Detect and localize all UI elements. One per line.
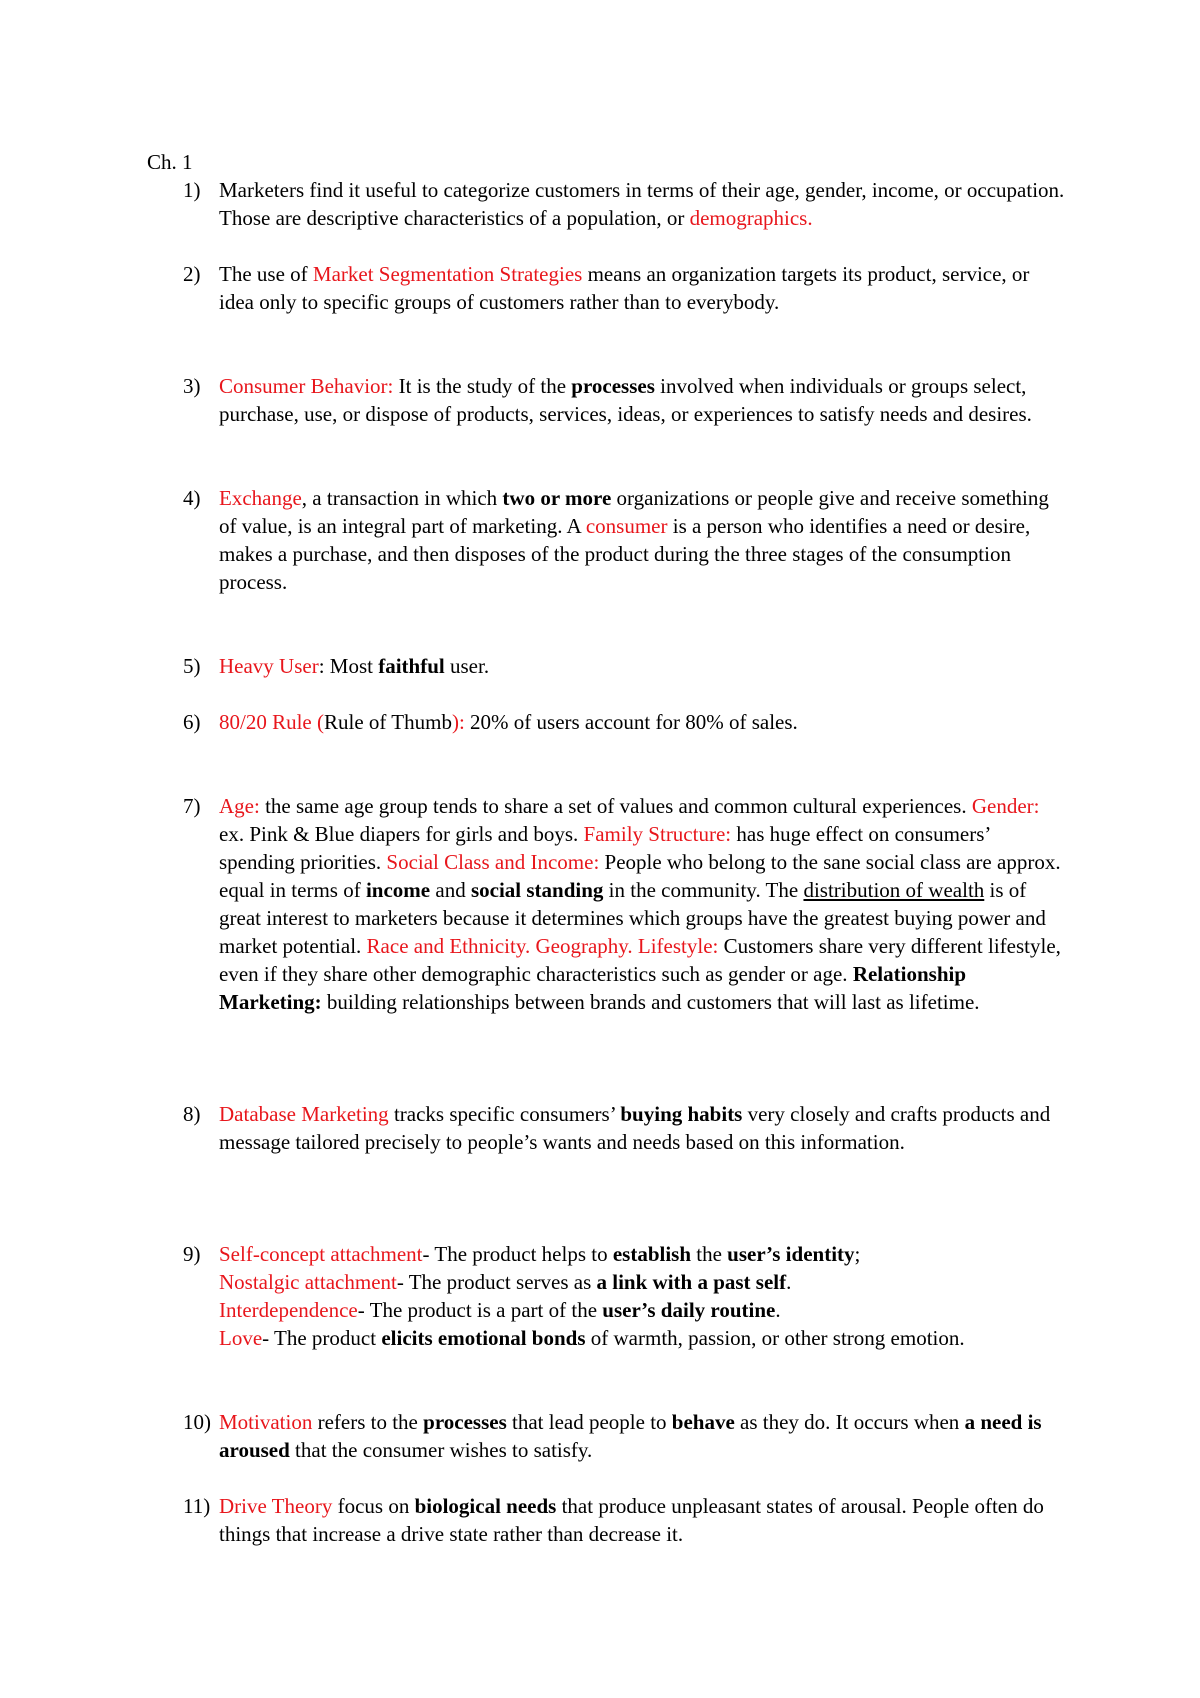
text-run: . [775,1298,781,1322]
term-highlight: Database Marketing [219,1102,389,1126]
text-run: People who belong to the sane social class are approx. equal in terms of [219,850,1061,902]
item-number: 5) [183,654,201,678]
item-text [219,652,1069,680]
term-highlight: Motivation [219,1410,313,1434]
text-run: The use of [219,262,313,286]
bold-text: user’s daily routine [602,1298,776,1322]
item-number: 3) [183,374,201,398]
text-run: . [786,1270,792,1294]
bold-text: elicits emotional bonds [381,1326,586,1350]
text-run: 20% of users account for 80% of sales. [464,710,798,734]
bold-text: user’s identity [727,1242,855,1266]
text-run: and [430,878,471,902]
term-highlight: Race and Ethnicity. Geography. Lifestyle: [366,934,719,958]
item-text [219,1492,1069,1548]
text-run: has huge effect on consumers’ spending priorities. [219,822,990,874]
text-run: very closely and crafts products and message tailored precisely to people’s wants and needs based on this information. [219,1102,1051,1154]
item-text [219,708,1069,736]
text-run: - The product [262,1326,382,1350]
bold-text: establish [612,1242,692,1266]
item-number: 1) [183,178,201,202]
text-run: of warmth, passion, or other strong emotion. [585,1326,965,1350]
term-highlight: Drive Theory [219,1494,333,1518]
text-run: Marketers find it useful to categorize customers in terms of their age, gender, income, or occupation. Those are descriptive characteristics of a population, or [219,178,1065,230]
term-highlight: Gender: [971,794,1040,818]
item-number: 8) [183,1102,201,1126]
bold-text: social standing [470,878,604,902]
text-run: - The product is a part of the [357,1298,603,1322]
term-highlight: Family Structure: [583,822,732,846]
item-text [219,1240,1069,1352]
item-text [219,1100,1069,1156]
text-run: : Most [318,654,379,678]
bold-text: behave [671,1410,735,1434]
text-run: that lead people to [506,1410,672,1434]
bold-text: two or more [502,486,612,510]
item-text [219,260,1069,316]
item-number: 2) [183,262,201,286]
text-run: user. [444,654,490,678]
item-text [219,1408,1069,1464]
term-highlight: Exchange [219,486,302,510]
text-run: is a person who identifies a need or desire, makes a purchase, and then disposes of the product during the three stages of the consumption process. [219,514,1031,594]
text-run: It is the study of the [393,374,572,398]
term-highlight: consumer [585,514,668,538]
text-run: Customers share very different lifestyle, even if they share other demographic characteristics such as gender or age. [219,934,1061,986]
bold-text: income [365,878,431,902]
item-text [219,792,1069,1016]
text-run: that the consumer wishes to satisfy. [289,1438,593,1462]
text-run: - The product serves as [396,1270,597,1294]
item-text [219,372,1069,428]
term-highlight: Nostalgic attachment [219,1270,397,1294]
text-run: the same age group tends to share a set of values and common cultural experiences. [259,794,972,818]
bold-text: Relationship Marketing: [219,962,967,1014]
term-highlight: Self-concept attachment [219,1242,423,1266]
underlined-text: distribution of wealth [803,878,985,902]
bold-text: faithful [378,654,445,678]
item-number: 7) [183,794,201,818]
text-run: tracks specific consumers’ [388,1102,621,1126]
text-run: ex. Pink & Blue diapers for girls and boys. [219,822,584,846]
text-run: Rule of Thumb [324,710,452,734]
text-run: focus on [332,1494,415,1518]
term-highlight: Consumer Behavior: [219,374,394,398]
term-highlight: Interdependence [219,1298,358,1322]
text-run: refers to the [312,1410,424,1434]
bold-text: processes [571,374,655,398]
term-highlight: Love [219,1326,263,1350]
text-run: , a transaction in which [301,486,503,510]
term-highlight: demographics. [689,206,813,230]
term-highlight: Age: [219,794,260,818]
term-highlight: 80/20 Rule ( [219,710,324,734]
text-run: that produce unpleasant states of arousal. People often do things that increase a drive state rather than decrease it. [219,1494,1044,1546]
bold-text: buying habits [620,1102,743,1126]
item-text [219,484,1069,596]
text-run: organizations or people give and receive something of value, is an integral part of marketing. A [219,486,1049,538]
text-run: as they do. It occurs when [734,1410,965,1434]
term-highlight: ): [451,710,465,734]
text-run: ; [854,1242,861,1266]
item-number: 10) [183,1410,211,1434]
bold-text: biological needs [414,1494,557,1518]
term-highlight: Social Class and Income: [386,850,600,874]
text-run: the [691,1242,728,1266]
item-number: 11) [183,1494,211,1518]
item-number: 9) [183,1242,201,1266]
text-run: building relationships between brands and customers that will last as lifetime. [321,990,980,1014]
bold-text: a link with a past self [596,1270,787,1294]
item-number: 4) [183,486,201,510]
item-text [219,176,1069,232]
chapter-heading: Ch. 1 [147,150,193,174]
bold-text: processes [423,1410,507,1434]
bold-text: a need is aroused [219,1410,1042,1462]
text-run: - The product helps to [422,1242,613,1266]
term-highlight: Heavy User [219,654,319,678]
text-run: means an organization targets its product, service, or idea only to specific groups of customers rather than to everybody. [219,262,1030,314]
text-run: involved when individuals or groups select, purchase, use, or dispose of products, services, ideas, or experiences to satisfy needs and desires. [219,374,1032,426]
text-run: is of great interest to marketers because it determines which groups have the greatest buying power and market potential. [219,878,1046,958]
item-number: 6) [183,710,201,734]
text-run: in the community. The [603,878,804,902]
term-highlight: Market Segmentation Strategies [312,262,583,286]
